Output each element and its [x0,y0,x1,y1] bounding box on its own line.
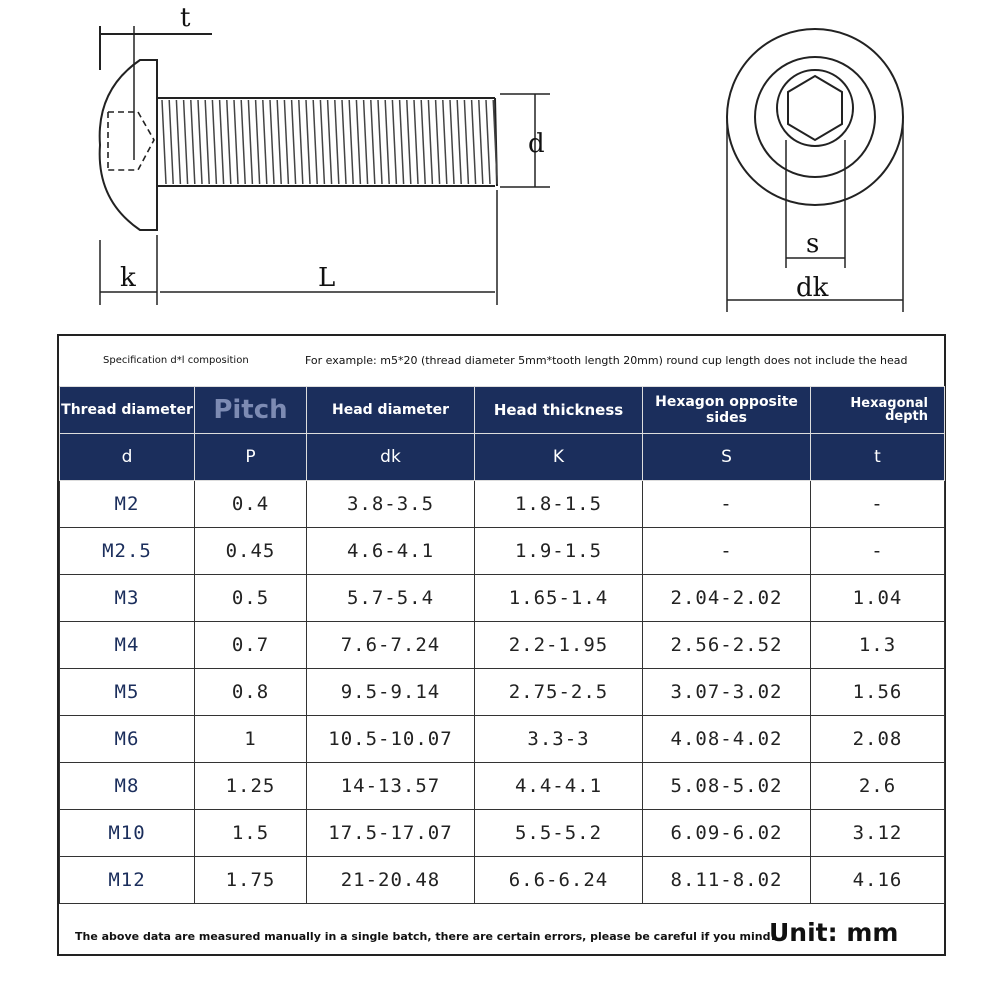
thread-line [220,100,224,184]
table-row [60,716,945,763]
table-cell: 0.7 [195,622,307,669]
table-cell: 0.8 [195,669,307,716]
thread-line [392,100,396,184]
table-cell: 6.09-6.02 [643,810,811,857]
header-row [60,387,945,434]
thread-line [263,100,267,184]
thread-line [277,100,281,184]
thread-line [162,100,166,184]
thread-line [428,100,432,184]
thread-line [407,100,411,184]
table-cell: M5 [60,669,195,716]
table-row [60,810,945,857]
table-cell: 8.11-8.02 [643,857,811,904]
table-cell: 7.6-7.24 [307,622,475,669]
measurement-disclaimer: The above data are measured manually in a single batch, there are certain errors, please be careful if you mind! [75,930,776,943]
table-cell: 5.08-5.02 [643,763,811,810]
table-cell: M4 [60,622,195,669]
table-cell: - [811,528,945,575]
table-cell: 2.08 [811,716,945,763]
thread-line [443,100,447,184]
thread-line [184,100,188,184]
thread-line [464,100,468,184]
table-cell: 4.16 [811,857,945,904]
spec-table [57,334,946,956]
label-k: k [120,263,136,293]
note-row [59,336,944,387]
table-row [60,481,945,528]
table-cell: 14-13.57 [307,763,475,810]
symbol-row [60,434,945,481]
table-cell: M10 [60,810,195,857]
table-cell: 0.4 [195,481,307,528]
thread-line [472,100,476,184]
table-cell: 2.2-1.95 [475,622,643,669]
header-head-diameter: Head diameter [307,387,475,434]
table-cell: 3.3-3 [475,716,643,763]
header-pitch-label: Pitch [213,395,288,425]
table-cell: 4.6-4.1 [307,528,475,575]
table-cell: 1.56 [811,669,945,716]
table-cell: 3.07-3.02 [643,669,811,716]
symbol-t: t [811,434,945,481]
thread-line [421,100,425,184]
thread-line [306,100,310,184]
thread-line [256,100,260,184]
table-cell: 1.5 [195,810,307,857]
table-cell: 6.6-6.24 [475,857,643,904]
thread-line [227,100,231,184]
table-cell: M2.5 [60,528,195,575]
thread-line [313,100,317,184]
header-hexagonal-depth [811,387,945,434]
thread-line [205,100,209,184]
table-cell: 3.12 [811,810,945,857]
thread-line [299,100,303,184]
thread-line [342,100,346,184]
thread-line [385,100,389,184]
thread-line [450,100,454,184]
symbol-k: K [475,434,643,481]
label-s: s [806,229,820,259]
table-cell: - [811,481,945,528]
symbol-dk: dk [307,434,475,481]
table-cell: 2.04-2.02 [643,575,811,622]
table-cell: 1.8-1.5 [475,481,643,528]
footer-row [59,910,944,956]
thread-line [479,100,483,184]
thread-line [241,100,245,184]
table-cell: 1.25 [195,763,307,810]
table-cell: 5.5-5.2 [475,810,643,857]
thread-line [436,100,440,184]
table-row [60,669,945,716]
table-cell: 9.5-9.14 [307,669,475,716]
screw-diagram [0,0,1000,330]
table-row [60,763,945,810]
table-cell: 4.4-4.1 [475,763,643,810]
header-thread-diameter: Thread diameter [60,387,195,434]
table-cell: 4.08-4.02 [643,716,811,763]
thread-line [400,100,404,184]
thread-line [335,100,339,184]
table-cell: M2 [60,481,195,528]
thread-line [328,100,332,184]
thread-line [349,100,353,184]
table-row [60,622,945,669]
thread-line [284,100,288,184]
header-pitch [195,387,307,434]
thread-line [457,100,461,184]
symbol-p: P [195,434,307,481]
table-cell: 17.5-17.07 [307,810,475,857]
thread-line [212,100,216,184]
table-cell: 1.75 [195,857,307,904]
dimension-table [59,386,945,904]
unit-label: Unit: mm [769,918,899,947]
table-cell: - [643,528,811,575]
symbol-s: S [643,434,811,481]
thread-line [270,100,274,184]
table-row [60,528,945,575]
table-row [60,575,945,622]
table-cell: - [643,481,811,528]
table-cell: M3 [60,575,195,622]
thread-line [414,100,418,184]
table-cell: 2.75-2.5 [475,669,643,716]
thread-line [169,100,173,184]
table-cell: 1.04 [811,575,945,622]
thread-line [371,100,375,184]
table-cell: 1.3 [811,622,945,669]
header-head-thickness: Head thickness [475,387,643,434]
thread-line [320,100,324,184]
thread-line [198,100,202,184]
table-cell: 0.5 [195,575,307,622]
table-cell: 2.56-2.52 [643,622,811,669]
label-t: t [180,3,191,33]
thread-line [292,100,296,184]
table-cell: 5.7-5.4 [307,575,475,622]
label-d: d [528,129,545,159]
table-cell: 1 [195,716,307,763]
thread-line [191,100,195,184]
table-row [60,857,945,904]
thread-line [486,100,490,184]
table-cell: 2.6 [811,763,945,810]
thread-line [378,100,382,184]
thread-line [234,100,238,184]
thread-line [248,100,252,184]
example-note: For example: m5*20 (thread diameter 5mm*tooth length 20mm) round cup length does not include the head [305,354,908,367]
table-cell: M8 [60,763,195,810]
table-cell: 1.9-1.5 [475,528,643,575]
thread-line [356,100,360,184]
table-cell: 21-20.48 [307,857,475,904]
header-hexagonal-depth-label: Hexagonal depth [850,396,928,424]
table-cell: M12 [60,857,195,904]
table-cell: 10.5-10.07 [307,716,475,763]
header-hexagon-sides: Hexagon opposite sides [643,387,811,434]
spec-composition-note: Specification d*l composition [103,355,249,366]
label-dk: dk [796,273,829,303]
table-cell: 1.65-1.4 [475,575,643,622]
table-cell: 3.8-3.5 [307,481,475,528]
thread-line [364,100,368,184]
table-cell: M6 [60,716,195,763]
symbol-d: d [60,434,195,481]
label-L: L [318,263,336,293]
thread-line [176,100,180,184]
table-cell: 0.45 [195,528,307,575]
